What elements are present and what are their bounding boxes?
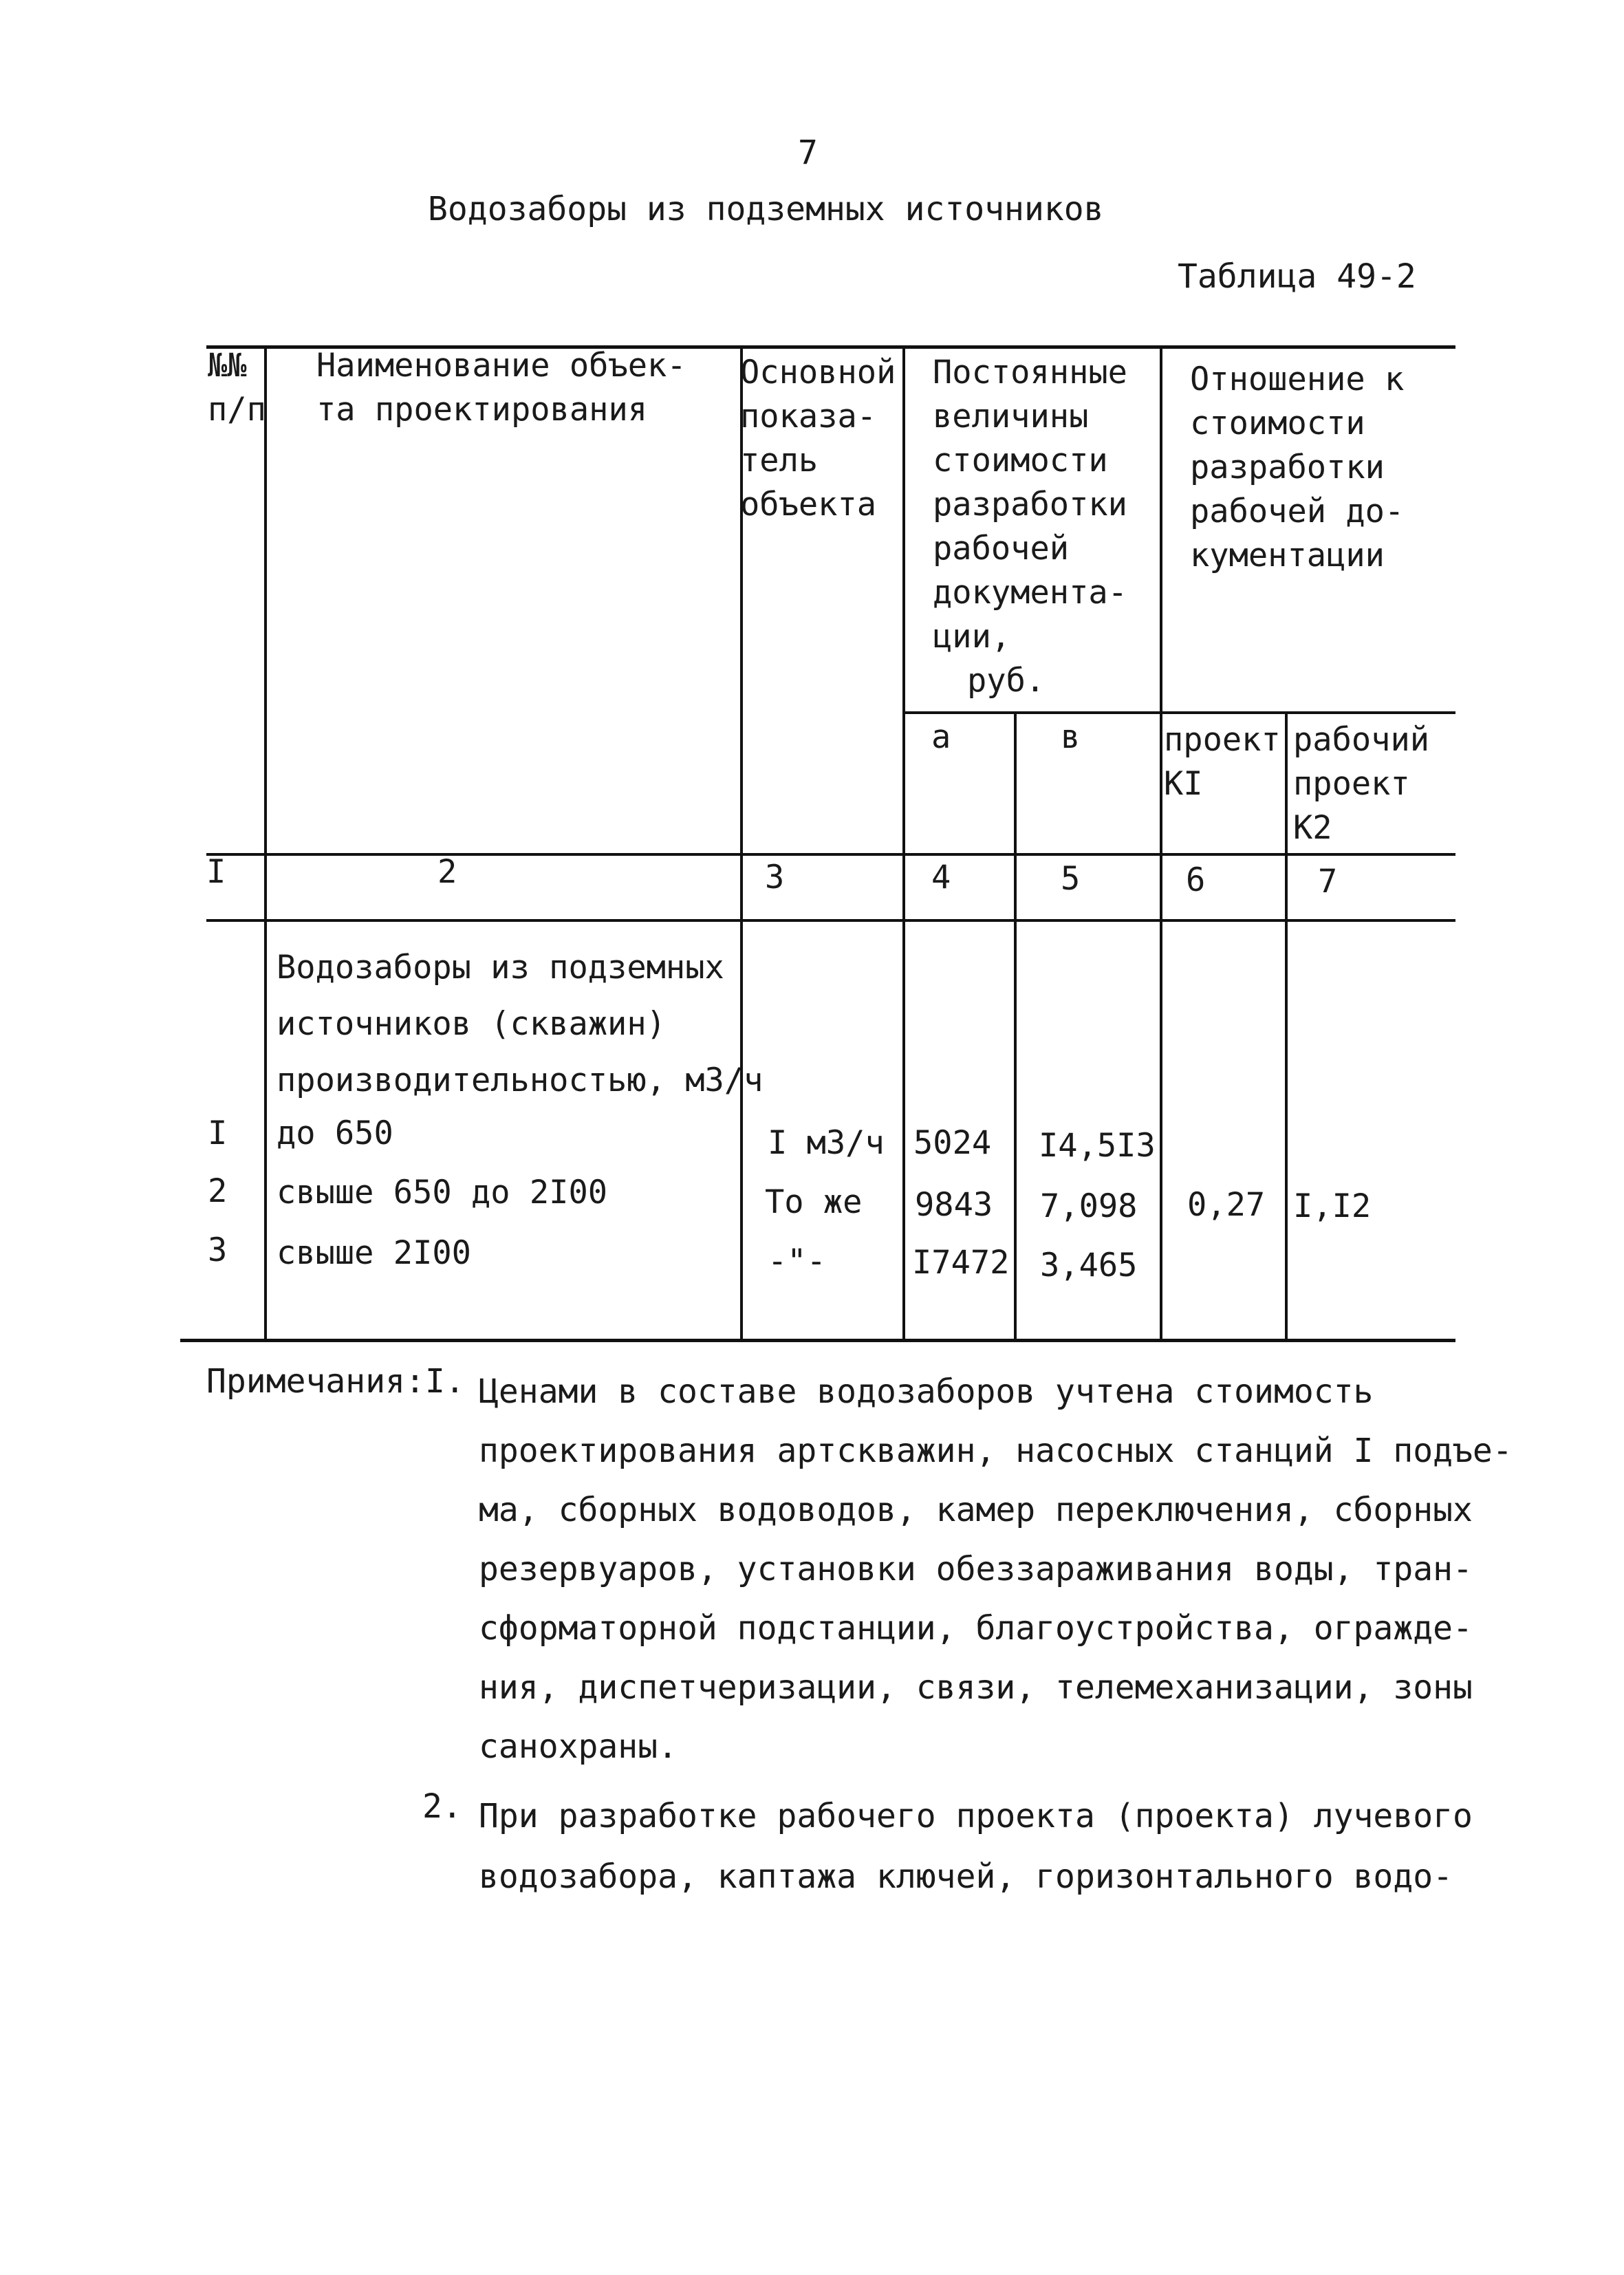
header-ratio: Отношение к стоимости разработки рабочей до- кументации <box>1190 360 1405 574</box>
subheader-a: а <box>931 718 951 756</box>
subheader-b: в <box>1061 718 1081 756</box>
row-indicator: То же <box>765 1183 863 1221</box>
row-a: 5024 <box>913 1124 992 1162</box>
row-b: 3,465 <box>1040 1247 1138 1284</box>
col-divider-6 <box>1285 711 1288 1339</box>
k1-value: 0,27 <box>1187 1186 1266 1224</box>
row-name: свыше 650 до 2I00 <box>277 1174 608 1211</box>
row-name: до 650 <box>277 1114 393 1152</box>
header-name: Наименование объек- та проектирования <box>316 347 686 429</box>
row-indicator: -"- <box>768 1242 826 1280</box>
row-num: I <box>208 1114 228 1152</box>
subheader-k2: рабочий проект К2 <box>1293 721 1430 847</box>
table-label: Таблица 49-2 <box>1178 257 1416 296</box>
note-2-number: 2. <box>422 1787 462 1826</box>
note-1-number: I. <box>425 1362 465 1401</box>
header-bottom-rule <box>206 853 1455 856</box>
subheader-rule <box>902 711 1455 714</box>
colnum-3: 3 <box>765 859 785 896</box>
row-a: I7472 <box>912 1244 1010 1282</box>
col-divider-1 <box>264 345 267 1339</box>
row-name: свыше 2I00 <box>277 1234 471 1272</box>
notes-label: Примечания: <box>206 1362 425 1401</box>
header-indicator: Основной показа- тель объекта <box>740 354 896 524</box>
note-2-text: При разработке рабочего проекта (проекта) лучевого водозабора, каптажа ключей, горизонтального водо- <box>479 1797 1473 1896</box>
header-constant-values: Постоянные величины стоимости разработки рабочей документа- ции, руб. <box>933 354 1127 700</box>
colnum-4: 4 <box>931 859 951 896</box>
row-indicator: I м3/ч <box>768 1124 885 1162</box>
colnum-6: 6 <box>1186 861 1206 899</box>
table-bottom-rule <box>180 1339 1455 1342</box>
col-divider-5 <box>1160 345 1162 1339</box>
row-b: I4,5I3 <box>1039 1127 1156 1165</box>
colnum-2: 2 <box>437 853 457 891</box>
header-num: №№ п/п <box>208 347 266 429</box>
group-title: Водозаборы из подземных источников (скважин) производительностью, м3/ч <box>277 949 764 1099</box>
page-number: 7 <box>798 133 818 172</box>
row-num: 2 <box>208 1172 228 1210</box>
colnum-5: 5 <box>1061 860 1081 898</box>
k2-value: I,I2 <box>1293 1187 1372 1225</box>
row-a: 9843 <box>915 1186 993 1224</box>
page-title: Водозаборы из подземных источников <box>428 190 1104 228</box>
col-divider-4 <box>1014 711 1017 1339</box>
row-num: 3 <box>208 1231 228 1269</box>
colnum-1: I <box>206 853 226 891</box>
colnum-7: 7 <box>1318 863 1338 901</box>
col-divider-3 <box>902 345 905 1339</box>
note-1-text: Ценами в составе водозаборов учтена стоимость проектирования артскважин, насосных станций I подъе- ма, сборных водоводов, камер переключения, сборных резервуаров, установки обеззараживания воды, тран- сформаторной подстанции, благоустройства, огражде- ния, диспетчеризации, связи, телемеханизации, зоны санохраны. <box>479 1372 1513 1766</box>
subheader-k1: проект КI <box>1164 721 1281 803</box>
row-b: 7,098 <box>1040 1187 1138 1225</box>
colnum-bottom-rule <box>206 919 1455 922</box>
